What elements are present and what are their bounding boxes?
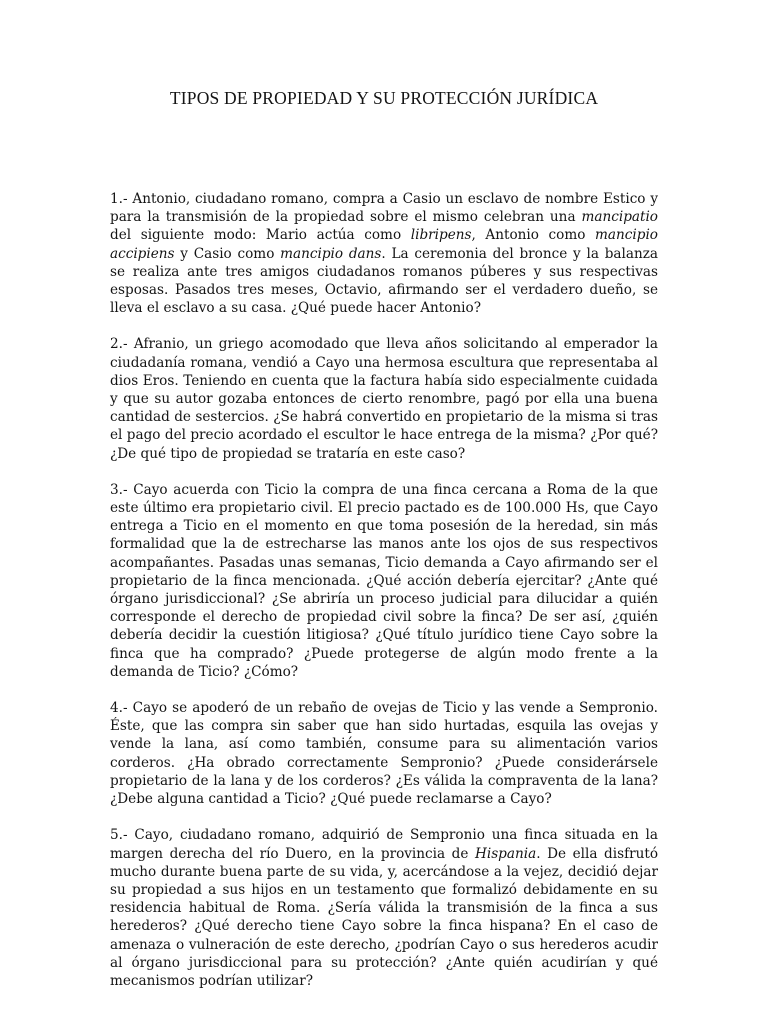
question-number: 3.- <box>110 481 128 498</box>
question-number: 2.- <box>110 336 128 353</box>
question-number: 5.- <box>110 827 128 844</box>
question-3: 3.- Cayo acuerda con Ticio la compra de una finca cercana a Roma de la que este último era propietario civil. El precio pactado es de 100.000 Hs, que Cayo entrega a Ticio en el momento en que toma posesión de la heredad, sin más formalidad que la de estrecharse las manos ante los ojos de sus respectivos acompañantes. Pasadas unas semanas, Ticio demanda a Cayo afirmando ser el propietario de la finca mencionada. ¿Qué acción debería ejercitar? ¿Ante qué órgano jurisdiccional? ¿Se abriría un proceso judicial para dilucidar a quién corresponde el derecho de propiedad civil sobre la finca? De ser así, ¿quién debería decidir la cuestión litigiosa? ¿Qué título jurídico tiene Cayo sobre la finca que ha comprado? ¿Puede protegerse de algún modo frente a la demanda de Ticio? ¿Cómo? <box>110 481 658 680</box>
question-4: 4.- Cayo se apoderó de un rebaño de ovejas de Ticio y las vende a Sempronio. Éste, que las compra sin saber que han sido hurtadas, esquila las ovejas y vende la lana, así como también, consume para su alimentación varios corderos. ¿Ha obrado correctamente Sempronio? ¿Puede considerársele propietario de la lana y de los corderos? ¿Es válida la compraventa de la lana? ¿Debe alguna cantidad a Ticio? ¿Qué puede reclamarse a Cayo? <box>110 700 658 808</box>
question-number: 1.- <box>110 191 128 207</box>
document-title: TIPOS DE PROPIEDAD Y SU PROTECCIÓN JURÍDICA <box>169 88 599 108</box>
question-5: 5.- Cayo, ciudadano romano, adquirió de Sempronio una finca situada en la margen derecha del río Duero, en la provincia de Hispania. De ella disfrutó mucho durante buena parte de su vida, y, acercándose a la vejez, decidió dejar su propiedad a sus hijos en un testamento que formalizó debidamente en su residencia habitual de Roma. ¿Sería válida la transmisión de la finca a sus herederos? ¿Qué derecho tiene Cayo sobre la finca hispana? En el caso de amenaza o vulneración de este derecho, ¿podrían Cayo o sus herederos acudir al órgano jurisdiccional para su protección? ¿Ante quién acudirían y qué mecanismos podrían utilizar? <box>110 827 658 989</box>
latin-term: mancipatio <box>581 209 658 226</box>
question-2: 2.- Afranio, un griego acomodado que lleva años solicitando al emperador la ciudadanía romana, vendió a Cayo una hermosa escultura que representaba al dios Eros. Teniendo en cuenta que la factura había sido especialmente cuidada y que su autor gozaba entonces de cierto renombre, pagó por ella una buena cantidad de sestercios. ¿Se habrá convertido en propietario de la misma si tras el pago del precio acordado el escultor le hace entrega de la misma? ¿Por qué? ¿De qué tipo de propiedad se trataría en este caso? <box>110 336 658 462</box>
question-number: 4.- <box>110 700 128 717</box>
latin-term: mancipio accipiens <box>110 227 658 262</box>
question-1: 1.- Antonio, ciudadano romano, compra a Casio un esclavo de nombre Estico y para la transmisión de la propiedad sobre el mismo celebran una mancipatio del siguiente modo: Mario actúa como libripens, Antonio como mancipio accipiens y Casio como mancipio dans. La ceremonia del bronce y la balanza se realiza ante tres amigos ciudadanos romanos púberes y sus respectivas esposas. Pasados tres meses, Octavio, afirmando ser el verdadero dueño, se lleva el esclavo a su casa. ¿Qué puede hacer Antonio? <box>110 191 658 317</box>
latin-term: mancipio dans <box>280 245 382 262</box>
latin-term: Hispania <box>475 845 537 862</box>
latin-term: libripens <box>410 227 472 244</box>
questions-list <box>110 190 658 1008</box>
